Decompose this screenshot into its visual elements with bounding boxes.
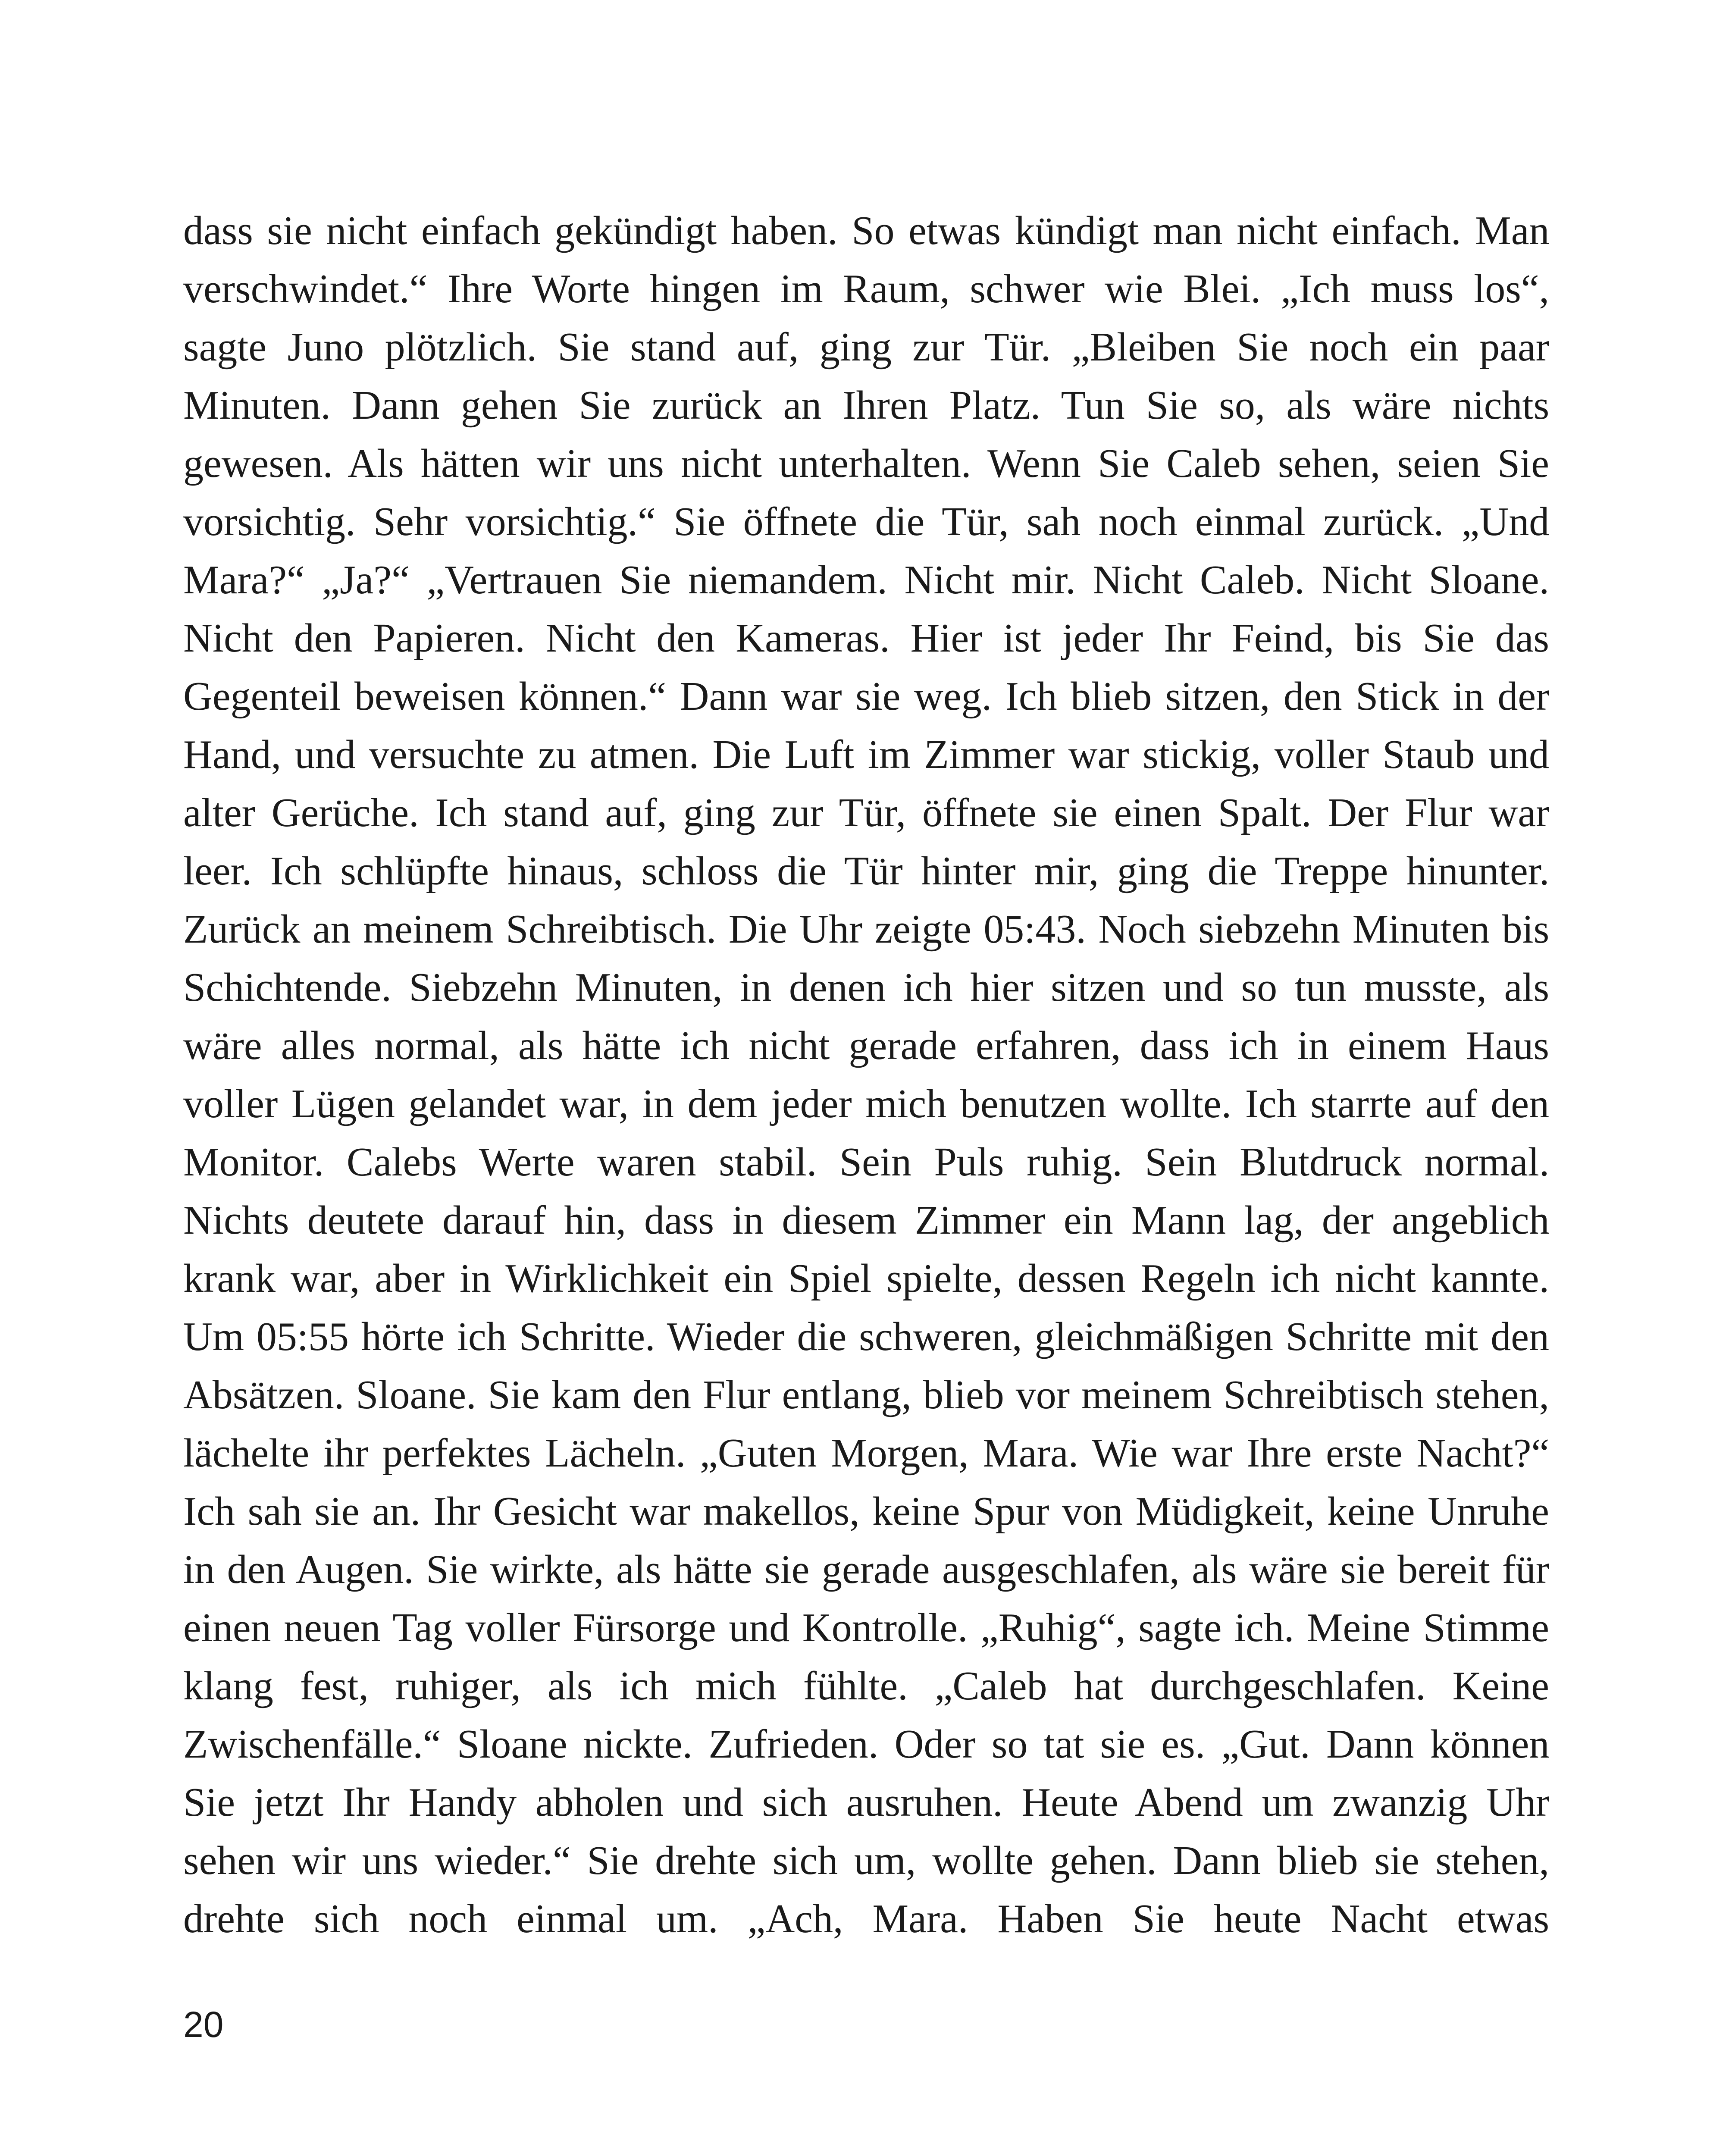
text-line: Gegenteil beweisen können.“ Dann war sie weg. Ich blieb sitzen, den Stick in der: [183, 674, 1550, 719]
text-line: Mara?“ „Ja?“ „Vertrauen Sie niemandem. Nicht mir. Nicht Caleb. Nicht Sloane.: [183, 558, 1549, 602]
text-line: Minuten. Dann gehen Sie zurück an Ihren Platz. Tun Sie so, als wäre nichts: [183, 383, 1550, 428]
text-line: leer. Ich schlüpfte hinaus, schloss die Tür hinter mir, ging die Treppe hinunter.: [183, 849, 1550, 893]
page-number: 20: [183, 2004, 224, 2045]
text-line: Nicht den Papieren. Nicht den Kameras. Hier ist jeder Ihr Feind, bis Sie das: [183, 616, 1549, 661]
text-line: voller Lügen gelandet war, in dem jeder mich benutzen wollte. Ich starrte auf den: [183, 1081, 1550, 1126]
text-line: verschwindet.“ Ihre Worte hingen im Raum, schwer wie Blei. „Ich muss los“,: [183, 266, 1549, 311]
text-line: alter Gerüche. Ich stand auf, ging zur Tür, öffnete sie einen Spalt. Der Flur war: [183, 790, 1550, 835]
text-line: gewesen. Als hätten wir uns nicht unterhalten. Wenn Sie Caleb sehen, seien Sie: [183, 441, 1549, 486]
text-line: sagte Juno plötzlich. Sie stand auf, ging zur Tür. „Bleiben Sie noch ein paar: [183, 325, 1549, 370]
text-line: vorsichtig. Sehr vorsichtig.“ Sie öffnete die Tür, sah noch einmal zurück. „Und: [183, 499, 1550, 544]
text-line: Ich sah sie an. Ihr Gesicht war makellos, keine Spur von Müdigkeit, keine Unruhe: [183, 1489, 1549, 1534]
text-line: Zwischenfälle.“ Sloane nickte. Zufrieden. Oder so tat sie es. „Gut. Dann können: [183, 1722, 1550, 1767]
text-line: in den Augen. Sie wirkte, als hätte sie gerade ausgeschlafen, als wäre sie bereit für: [183, 1547, 1550, 1592]
text-line: dass sie nicht einfach gekündigt haben. So etwas kündigt man nicht einfach. Man: [183, 208, 1550, 253]
text-line: drehte sich noch einmal um. „Ach, Mara. Haben Sie heute Nacht etwas: [183, 1896, 1550, 1941]
body-text: [183, 202, 1549, 1948]
text-line: Zurück an meinem Schreibtisch. Die Uhr zeigte 05:43. Noch siebzehn Minuten bis: [183, 907, 1550, 952]
text-line: krank war, aber in Wirklichkeit ein Spiel spielte, dessen Regeln ich nicht kannte.: [183, 1256, 1549, 1301]
text-line: klang fest, ruhiger, als ich mich fühlte. „Caleb hat durchgeschlafen. Keine: [183, 1664, 1549, 1708]
text-line: sehen wir uns wieder.“ Sie drehte sich um, wollte gehen. Dann blieb sie stehen,: [183, 1838, 1549, 1883]
text-line: Monitor. Calebs Werte waren stabil. Sein Puls ruhig. Sein Blutdruck normal.: [183, 1140, 1550, 1185]
text-line: Nichts deutete darauf hin, dass in diesem Zimmer ein Mann lag, der angeblich: [183, 1198, 1550, 1243]
text-line: Um 05:55 hörte ich Schritte. Wieder die schweren, gleichmäßigen Schritte mit den: [183, 1314, 1549, 1359]
text-line: Hand, und versuchte zu atmen. Die Luft im Zimmer war stickig, voller Staub und: [183, 732, 1549, 777]
text-line: Absätzen. Sloane. Sie kam den Flur entlang, blieb vor meinem Schreibtisch stehen,: [183, 1373, 1549, 1417]
text-line: wäre alles normal, als hätte ich nicht gerade erfahren, dass ich in einem Haus: [183, 1023, 1549, 1068]
text-line: lächelte ihr perfektes Lächeln. „Guten Morgen, Mara. Wie war Ihre erste Nacht?“: [183, 1431, 1550, 1476]
text-line: einen neuen Tag voller Fürsorge und Kontrolle. „Ruhig“, sagte ich. Meine Stimme: [183, 1605, 1549, 1650]
text-line: Schichtende. Siebzehn Minuten, in denen ich hier sitzen und so tun musste, als: [183, 965, 1550, 1010]
text-line: Sie jetzt Ihr Handy abholen und sich ausruhen. Heute Abend um zwanzig Uhr: [183, 1780, 1550, 1825]
